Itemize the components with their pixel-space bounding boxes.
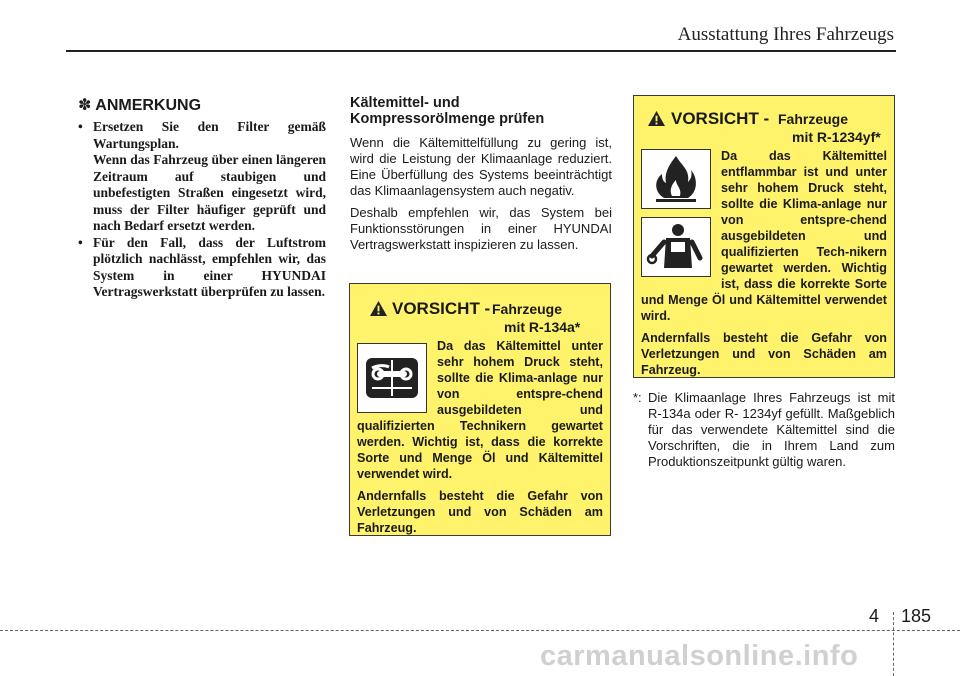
service-manual-icon	[357, 343, 427, 413]
note-item	[78, 119, 326, 235]
refrigerant-heading-line2: Kompressorölmenge prüfen	[350, 111, 545, 127]
chapter-number: 4	[869, 606, 880, 626]
caution-box-r1234yf	[633, 95, 895, 378]
caution-title-label: VORSICHT -	[671, 109, 770, 128]
caution-body	[641, 148, 887, 384]
note-title: ✽ ANMERKUNG	[78, 97, 202, 114]
caution-body	[357, 338, 603, 542]
footnote	[633, 390, 895, 470]
refrigerant-paragraph-2: Deshalb empfehlen wir, das System bei Funktionsstörungen in einer HYUNDAI Vertragswerkstatt inspizieren zu lassen.	[350, 205, 612, 252]
caution-box-r134a	[349, 283, 611, 536]
watermark: carmanualsonline.info	[540, 640, 859, 672]
caution-paragraph-1: Da das Kältemittel entflammbar ist und unter sehr hohem Druck steht, sollte die Klima-anlage nur von entspre-chend ausgebildeten und qualifizierten Tech-nikern gewartet werden. Wichtig ist, dass die korrekte Sorte und Menge Öl und Kältemittel verwendet wird.	[641, 149, 887, 323]
page-number: 185	[901, 606, 932, 626]
note-list	[78, 119, 326, 301]
note-section	[78, 95, 326, 301]
warning-triangle-icon	[647, 110, 666, 127]
technician-icon	[641, 217, 711, 277]
footer-page-separator	[893, 612, 894, 676]
page-header-title: Ausstattung Ihres Fahrzeugs	[677, 24, 894, 45]
caution-paragraph-2: Andernfalls besteht die Gefahr von Verletzungen und von Schäden am Fahrzeug.	[641, 331, 887, 377]
warning-triangle-icon	[369, 300, 388, 317]
refrigerant-heading-line1: Kältemittel- und	[350, 95, 460, 111]
caution-title-label: VORSICHT -	[392, 299, 491, 318]
caution-paragraph-1: Da das Kältemittel unter sehr hohem Druck steht, sollte die Klima-anlage nur von entspre-chend ausgebildeten und qualifizierten Technikern gewartet werden. Wichtig ist, dass die korrekte Sorte und Menge Öl und Kältemittel verwendet wird.	[357, 339, 603, 481]
footer-divider	[0, 630, 960, 631]
refrigerant-section	[350, 95, 612, 259]
caution-title-refrigerant: mit R-134a*	[504, 319, 581, 335]
note-item-line: • Für den Fall, dass der Luftstrom plötzlich nachlässt, empfehlen wir, das System in einer HYUNDAI Vertragswerkstatt überprüfen zu lassen.	[93, 234, 326, 299]
note-item	[78, 235, 326, 301]
refrigerant-paragraph-1: Wenn die Kältemittelfüllung zu gering ist, wird die Leistung der Klimaanlage reduziert. Eine Überfüllung des Systems beeinträchtigt das Klimaanlagensystem auch negativ.	[350, 135, 612, 198]
note-item-line: Wenn das Fahrzeug über einen längeren Zeitraum auf staubigen und unbefestigten Straßen eingesetzt wird, muss der Filter häufiger geprüft und nach Bedarf ersetzt werden.	[93, 152, 326, 233]
caution-pictograms	[641, 149, 711, 277]
refrigerant-heading	[350, 95, 612, 127]
caution-paragraph-2: Andernfalls besteht die Gefahr von Verletzungen und von Schäden am Fahrzeug.	[357, 489, 603, 535]
header-divider	[66, 50, 896, 52]
note-item-line: • Ersetzen Sie den Filter gemäß Wartungsplan.	[93, 119, 326, 151]
footnote-text: Die Klimaanlage Ihres Fahrzeugs ist mit R-134a oder R- 1234yf gefüllt. Maßgeblich für das verwendete Kältemittel sind die Vorschriften, die in Ihrem Land zum Produktionszeitpunkt gültig waren.	[648, 390, 895, 469]
caution-title-refrigerant: mit R-1234yf*	[792, 129, 881, 145]
caution-title-vehicles: Fahrzeuge	[492, 301, 563, 317]
footnote-marker: *:	[633, 390, 642, 405]
flammable-icon	[641, 149, 711, 209]
caution-title-vehicles: Fahrzeuge	[778, 111, 849, 127]
